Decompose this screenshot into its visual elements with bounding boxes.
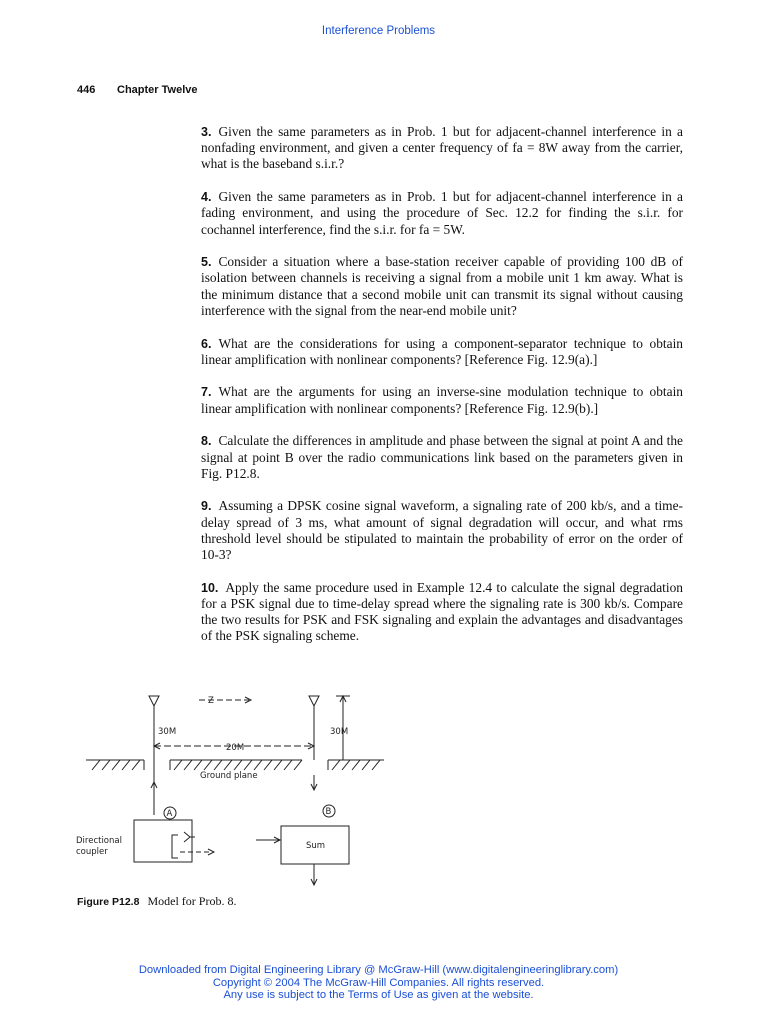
- running-head: Interference Problems: [321, 25, 436, 37]
- chapter-title: Chapter Twelve: [117, 84, 198, 96]
- problem-text: Given the same parameters as in Prob. 1 but for adjacent-channel interference in a nonfading environment, and given a center frequency of fa = 8W away from the carrier, what is the baseband s.i.r.?: [201, 124, 683, 172]
- problem-5: [201, 254, 683, 319]
- label-distance: 20M: [226, 743, 245, 753]
- figure-caption-label: Figure P12.8: [77, 896, 140, 908]
- footer: [0, 964, 757, 1002]
- figure-caption-text: Model for Prob. 8.: [147, 894, 237, 908]
- label-point-a: A: [166, 809, 173, 819]
- problem-number: 9.: [201, 499, 212, 514]
- footer-copyright-line: Copyright © 2004 The McGraw-Hill Companies. All rights reserved.: [212, 976, 545, 989]
- ground-hatching: [92, 760, 380, 770]
- problem-7: [201, 384, 683, 416]
- problem-text: Consider a situation where a base-station receiver capable of providing 100 dB of isolation between channels is receiving a signal from a mobile unit 1 km away. What is the minimum distance that a second mobile unit can transmit its signal without causing interference with the signal from the near-end mobile unit?: [201, 254, 683, 318]
- label-coupler: coupler: [76, 847, 108, 857]
- problem-text: Apply the same procedure used in Example 12.4 to calculate the signal degradation for a PSK signal due to time-delay spread where the signaling rate is 300 kb/s. Compare the two results for PSK and FSK signaling and explain the advantages and disadvantages of the PSK signaling scheme.: [201, 579, 683, 644]
- label-height-left: 30M: [158, 727, 177, 737]
- problem-text: Given the same parameters as in Prob. 1 but for adjacent-channel interference in a fading environment, and using the procedure of Sec. 12.2 for finding the s.i.r. for cochannel interference, find the s.i.r. for fa = 5W.: [201, 189, 683, 237]
- problem-text: What are the considerations for using a component-separator technique to obtain linear amplification with nonlinear components? [Reference Fig. 12.9(a).]: [201, 335, 683, 367]
- problem-text: Assuming a DPSK cosine signal waveform, a signaling rate of 200 kb/s, and a time-delay spread of 3 ms, what amount of signal degradation will occur, and what rms threshold level should be stipulated to maintain the probability of error on the order of 10-3?: [201, 498, 683, 563]
- figure-caption: [77, 894, 236, 909]
- problem-number: 7.: [201, 385, 212, 400]
- radio-link-diagram: [74, 690, 414, 895]
- figure-p12-8: [74, 690, 414, 895]
- problem-number: 8.: [201, 434, 212, 449]
- label-sum: Sum: [306, 841, 326, 851]
- problem-list: [201, 124, 683, 661]
- footer-terms-line[interactable]: Any use is subject to the Terms of Use as given at the website.: [223, 989, 534, 1001]
- problem-number: 4.: [201, 190, 212, 205]
- directional-coupler-box: [134, 820, 192, 862]
- label-point-b: B: [325, 807, 332, 817]
- label-z: Z: [208, 696, 214, 706]
- footer-download-line[interactable]: Downloaded from Digital Engineering Library @ McGraw-Hill (www.digitalengineeringlibrary.com): [138, 964, 619, 976]
- problem-9: [201, 498, 683, 563]
- problem-number: 10.: [201, 580, 219, 595]
- label-directional-coupler: [76, 836, 125, 857]
- problem-text: What are the arguments for using an inverse-sine modulation technique to obtain linear amplification with nonlinear components? [Reference Fig. 12.9(b).]: [201, 384, 683, 416]
- label-height-right: 30M: [330, 727, 349, 737]
- problem-number: 6.: [201, 336, 212, 351]
- problem-text: Calculate the differences in amplitude and phase between the signal at point A and the signal at point B over the radio communications link based on the parameters given in Fig. P12.8.: [201, 433, 683, 481]
- label-ground-plane: Ground plane: [200, 771, 258, 781]
- label-directional: Directional: [76, 836, 122, 846]
- problem-10: [201, 580, 683, 645]
- problem-number: 5.: [201, 255, 212, 270]
- problem-3: [201, 124, 683, 173]
- page-number: 446: [77, 84, 96, 96]
- right-antenna-icon: [309, 696, 319, 706]
- problem-8: [201, 433, 683, 482]
- coupler-output-arrow: [184, 832, 195, 842]
- problem-4: [201, 189, 683, 238]
- left-antenna-icon: [149, 696, 159, 706]
- problem-number: 3.: [201, 125, 212, 139]
- problem-6: [201, 336, 683, 368]
